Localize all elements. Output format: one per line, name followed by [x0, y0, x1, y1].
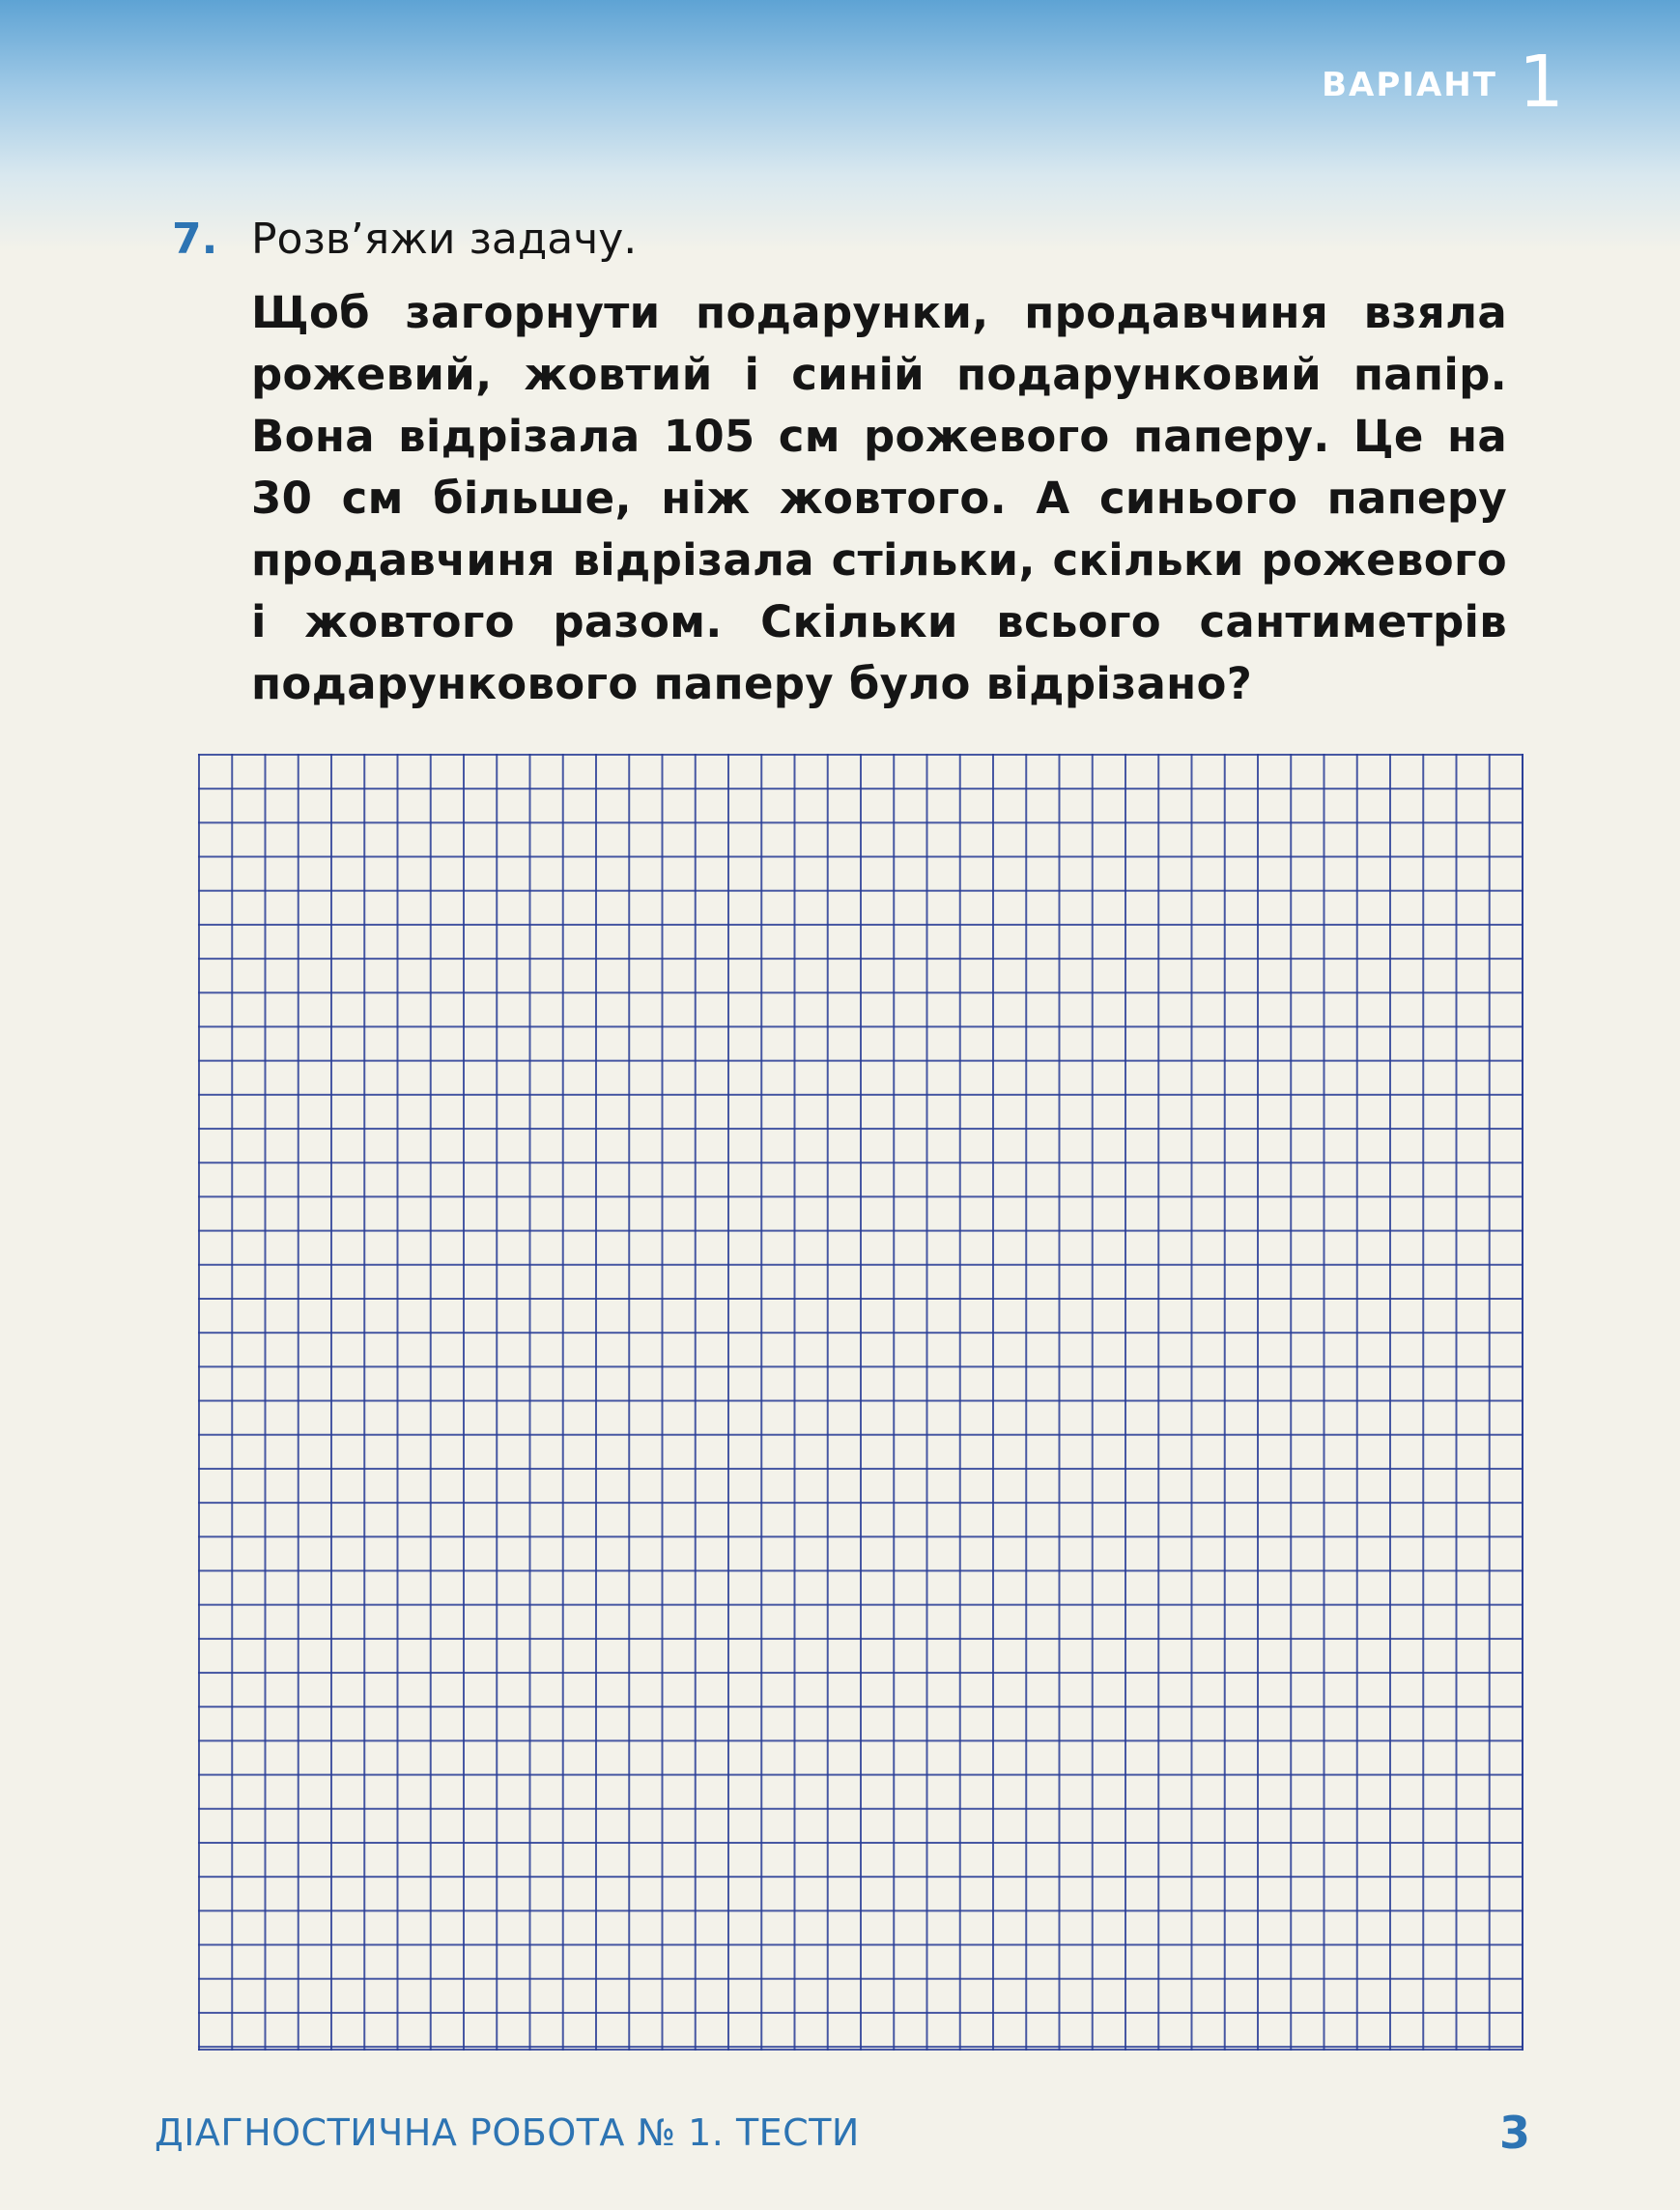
answer-grid[interactable]	[198, 754, 1523, 2051]
task-text: Щоб загорнути подарунки, продавчиня взяла рожевий, жовтий і синій подарунковий папір. Вона відрізала 105 см рожевого паперу. Це на 30 см більше, ніж жовтого. А синього паперу продавчиня відрізала стільки, скільки рожевого і жовтого разом. Скільки всього сантиметрів подарункового паперу було відрізано?	[251, 287, 1507, 709]
task-instruction: Розв’яжи задачу.	[251, 215, 638, 264]
variant-label: ВАРІАНТ	[1322, 66, 1497, 104]
page-number: 3	[1498, 2107, 1530, 2159]
variant-number: 1	[1518, 41, 1564, 124]
header-band	[0, 0, 1680, 251]
task-number: 7.	[172, 215, 218, 264]
variant-badge	[1322, 41, 1564, 124]
footer-title: ДІАГНОСТИЧНА РОБОТА № 1. ТЕСТИ	[155, 2111, 860, 2154]
